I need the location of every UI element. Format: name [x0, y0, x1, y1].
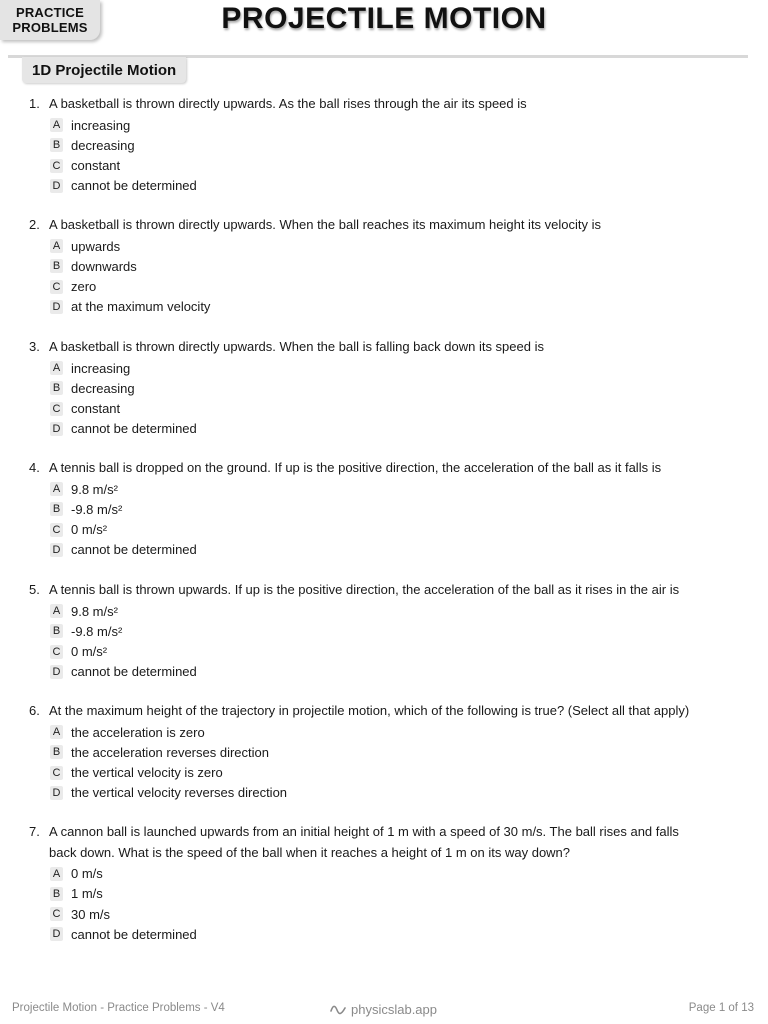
choice-text: increasing [71, 360, 131, 376]
choice-letter-badge: D [50, 179, 63, 193]
choice-text: the vertical velocity is zero [71, 765, 223, 781]
footer-brand-label: physicslab.app [351, 1002, 437, 1017]
choice-letter-badge: B [50, 887, 63, 901]
choice-text: zero [71, 279, 97, 295]
answer-choice-d[interactable] [50, 540, 197, 560]
answer-choice-c[interactable] [50, 399, 120, 419]
choice-letter-badge: D [50, 422, 63, 436]
choice-text: -9.8 m/s² [71, 501, 123, 517]
choice-letter-badge: C [50, 907, 63, 921]
footer-brand[interactable] [330, 1002, 437, 1017]
choice-letter-badge: A [50, 239, 63, 253]
choice-text: decreasing [71, 137, 135, 153]
choice-letter-badge: C [50, 766, 63, 780]
choice-text: 30 m/s [71, 906, 111, 922]
choice-letter-badge: B [50, 259, 63, 273]
choice-letter-badge: D [50, 665, 63, 679]
choice-letter-badge: A [50, 482, 63, 496]
question-text [49, 580, 754, 601]
choice-letter-badge: C [50, 280, 63, 294]
question-text [49, 458, 754, 479]
choice-letter-badge: D [50, 543, 63, 557]
choice-letter-badge: C [50, 159, 63, 173]
answer-choice-a[interactable] [50, 722, 205, 742]
choice-letter-badge: B [50, 381, 63, 395]
badge-line-2: PROBLEMS [12, 20, 88, 35]
question-text [49, 337, 754, 358]
choice-letter-badge: A [50, 725, 63, 739]
section-title: 1D Projectile Motion [22, 57, 186, 83]
choice-letter-badge: D [50, 786, 63, 800]
answer-choice-c[interactable] [50, 277, 96, 297]
choice-letter-badge: B [50, 502, 63, 516]
answer-choice-b[interactable] [50, 135, 135, 155]
choice-text: cannot be determined [71, 664, 197, 680]
question-number: 5. [29, 582, 40, 597]
choice-text: constant [71, 401, 121, 417]
question-text-line: A basketball is thrown directly upwards. As the ball rises through the air its speed is [49, 96, 527, 111]
answer-choice-b[interactable] [50, 256, 137, 276]
question-number: 1. [29, 96, 40, 111]
question-text-line: A tennis ball is dropped on the ground. If up is the positive direction, the acceleration of the ball as it falls is [49, 460, 662, 475]
answer-choice-b[interactable] [50, 621, 122, 641]
choice-letter-badge: A [50, 361, 63, 375]
choice-text: cannot be determined [71, 421, 197, 437]
question-text-line: A basketball is thrown directly upwards. When the ball reaches its maximum height its velocity is [49, 217, 602, 232]
answer-choice-c[interactable] [50, 156, 120, 176]
question-text [49, 215, 754, 236]
answer-choice-d[interactable] [50, 419, 197, 439]
question-number: 3. [29, 339, 40, 354]
question-number: 2. [29, 217, 40, 232]
choice-text: 9.8 m/s² [71, 481, 118, 497]
choice-text: upwards [71, 238, 121, 254]
choice-letter-badge: D [50, 300, 63, 314]
question-text-line: A cannon ball is launched upwards from an initial height of 1 m with a speed of 30 m/s. The ball rises and falls [49, 824, 679, 839]
choice-letter-badge: A [50, 118, 63, 132]
question-text [49, 822, 754, 863]
choice-text: 0 m/s² [71, 644, 108, 660]
question-number: 6. [29, 703, 40, 718]
answer-choice-a[interactable] [50, 358, 130, 378]
choice-letter-badge: C [50, 402, 63, 416]
footer-page-number: Page 1 of 13 [688, 1002, 754, 1014]
answer-choice-a[interactable] [50, 601, 118, 621]
answer-choice-b[interactable] [50, 884, 103, 904]
answer-choice-b[interactable] [50, 499, 122, 519]
answer-choice-a[interactable] [50, 236, 120, 256]
question-text [49, 701, 754, 722]
answer-choice-b[interactable] [50, 378, 135, 398]
choice-text: cannot be determined [71, 542, 197, 558]
answer-choice-a[interactable] [50, 115, 130, 135]
choice-letter-badge: B [50, 624, 63, 638]
question-number: 7. [29, 824, 40, 839]
choice-text: 0 m/s [71, 866, 103, 881]
choice-letter-badge: B [50, 138, 63, 152]
question-text-line: A basketball is thrown directly upwards. When the ball is falling back down its speed is [49, 339, 544, 354]
choice-text: decreasing [71, 380, 135, 396]
answer-choice-c[interactable] [50, 904, 110, 924]
answer-choice-d[interactable] [50, 662, 197, 682]
page-title: PROJECTILE MOTION [221, 2, 547, 35]
choice-text: downwards [71, 258, 137, 274]
choice-text: the acceleration reverses direction [71, 744, 269, 760]
question-text [49, 94, 754, 115]
answer-choice-a[interactable] [50, 864, 103, 884]
badge-line-1: PRACTICE [15, 5, 85, 20]
choice-text: 9.8 m/s² [71, 603, 118, 619]
wave-icon [330, 1005, 346, 1015]
choice-text: increasing [71, 117, 131, 133]
answer-choice-d[interactable] [50, 297, 210, 317]
question-text-line: back down. What is the speed of the ball when it reaches a height of 1 m on its way down? [49, 844, 571, 860]
question-text-line: At the maximum height of the trajectory in projectile motion, which of the following is true? (Select all that apply) [49, 703, 690, 718]
choice-text: at the maximum velocity [71, 299, 211, 315]
choice-text: the acceleration is zero [71, 724, 205, 740]
choice-letter-badge: C [50, 645, 63, 659]
choice-letter-badge: A [50, 604, 63, 618]
choice-text: the vertical velocity reverses direction [71, 785, 288, 801]
choice-text: 0 m/s² [71, 522, 108, 538]
choice-letter-badge: B [50, 745, 63, 759]
question-text-line: A tennis ball is thrown upwards. If up is the positive direction, the acceleration of the ball as it rises in the air is [49, 582, 680, 597]
answer-choice-d[interactable] [50, 924, 197, 944]
choice-text: cannot be determined [71, 926, 197, 942]
answer-choice-d[interactable] [50, 176, 197, 196]
answer-choice-a[interactable] [50, 479, 118, 499]
answer-choice-d[interactable] [50, 783, 287, 803]
answer-choice-c[interactable] [50, 520, 107, 540]
choice-letter-badge: D [50, 927, 63, 941]
question-number: 4. [29, 460, 40, 475]
answer-choice-c[interactable] [50, 763, 223, 783]
choice-letter-badge: C [50, 523, 63, 537]
footer-document-name: Projectile Motion - Practice Problems - V4 [12, 1002, 225, 1014]
choice-text: cannot be determined [71, 178, 197, 194]
choice-text: -9.8 m/s² [71, 623, 123, 639]
choice-letter-badge: A [50, 867, 63, 881]
choice-text: constant [71, 158, 121, 174]
answer-choice-c[interactable] [50, 642, 107, 662]
choice-text: 1 m/s [71, 886, 103, 902]
answer-choice-b[interactable] [50, 742, 269, 762]
